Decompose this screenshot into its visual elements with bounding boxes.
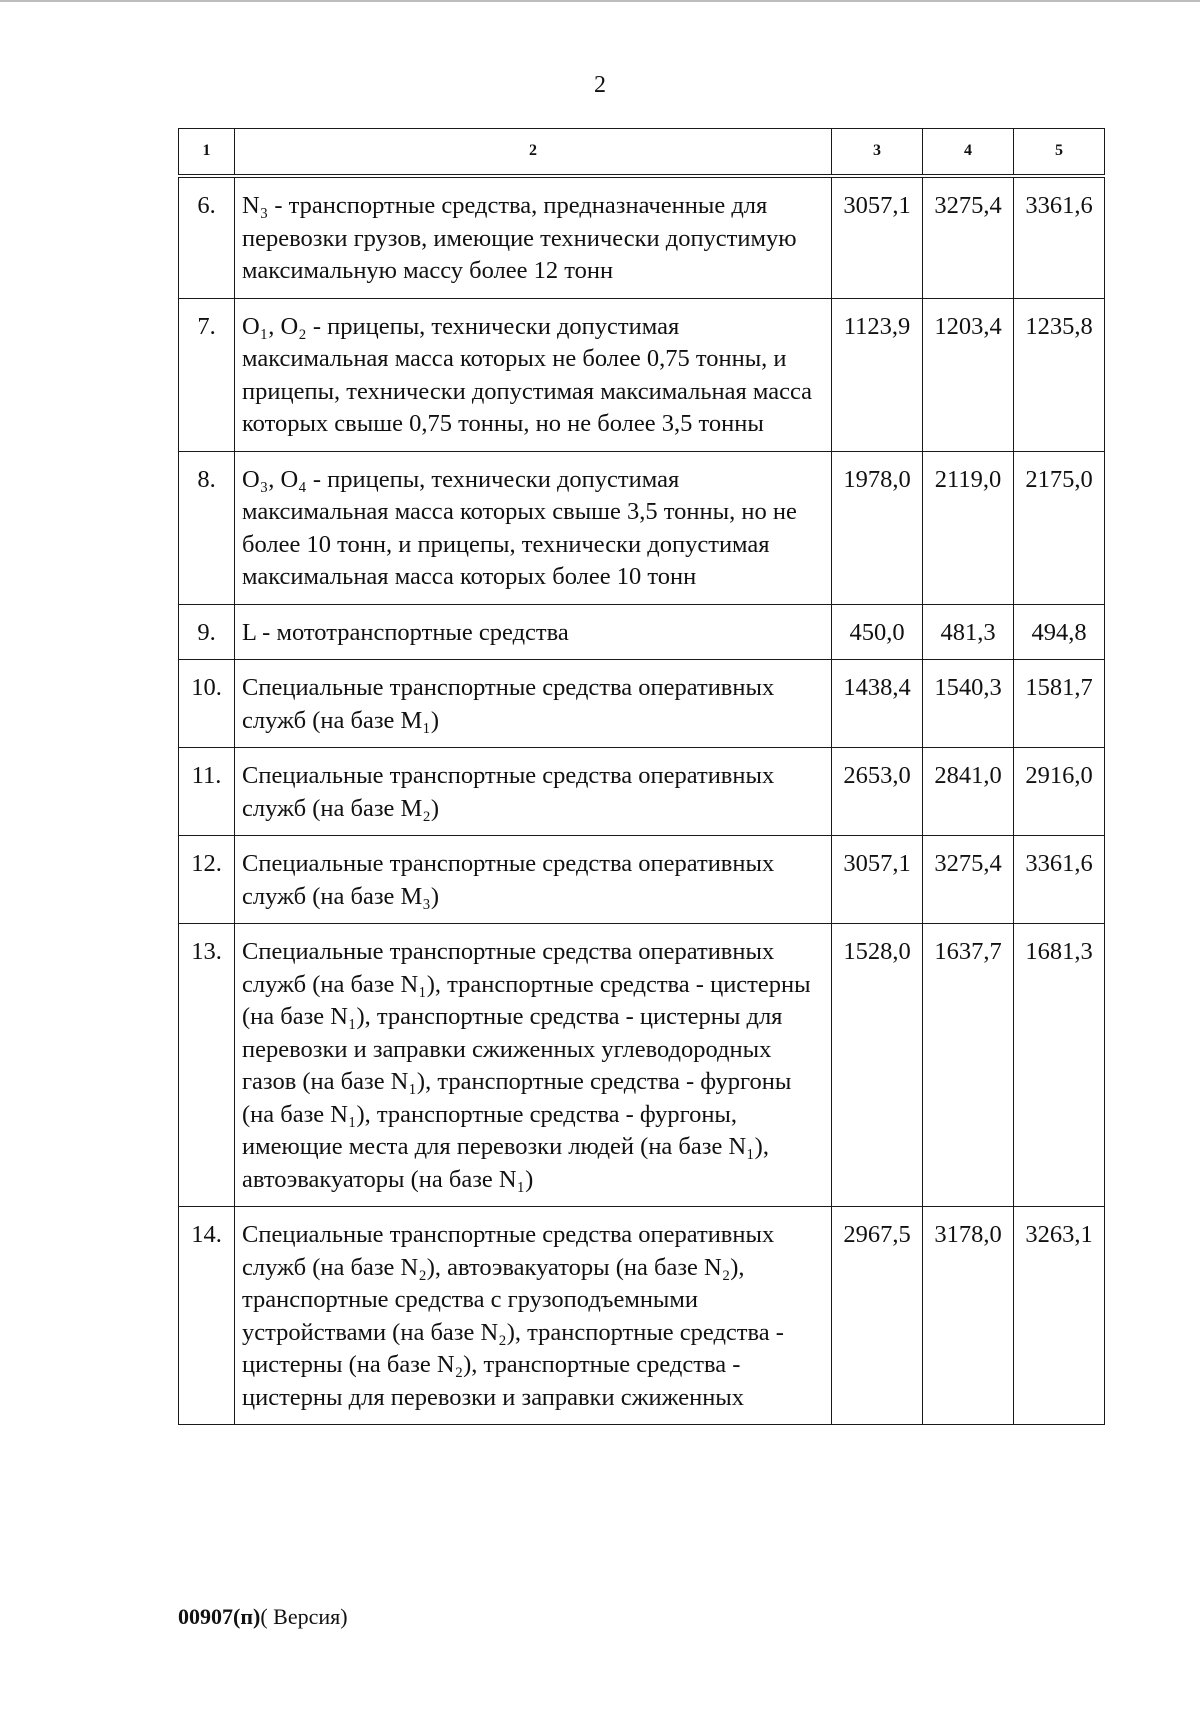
row-value-col3: 2653,0 [832, 748, 923, 836]
row-value-col4: 3275,4 [923, 176, 1014, 298]
tariff-table [178, 128, 1105, 1425]
row-description: Специальные транспортные средства оперативных служб (на базе M₃) [235, 836, 832, 924]
row-description: Специальные транспортные средства оперативных служб (на базе M₂) [235, 748, 832, 836]
row-description: Специальные транспортные средства оперативных служб (на базе M₁) [235, 660, 832, 748]
table-row [179, 604, 1105, 660]
row-value-col5: 3361,6 [1014, 176, 1105, 298]
header-col-3: 3 [832, 129, 923, 177]
row-value-col4: 3178,0 [923, 1207, 1014, 1425]
row-number: 13. [179, 924, 235, 1207]
document-code [178, 1604, 348, 1630]
row-value-col4: 2119,0 [923, 451, 1014, 604]
row-value-col5: 2175,0 [1014, 451, 1105, 604]
header-col-5: 5 [1014, 129, 1105, 177]
row-value-col3: 1528,0 [832, 924, 923, 1207]
row-value-col3: 1978,0 [832, 451, 923, 604]
row-description: Специальные транспортные средства оперативных служб (на базе N₂), автоэвакуаторы (на базе N₂), транспортные средства с грузоподъемными устройствами (на базе N₂), транспортные средства - цистерны (на базе N₂), транспортные средства - цистерны для перевозки и заправки сжиженных [235, 1207, 832, 1425]
row-value-col5: 2916,0 [1014, 748, 1105, 836]
document-version: ( Версия) [260, 1604, 348, 1629]
row-value-col3: 450,0 [832, 604, 923, 660]
table-row [179, 451, 1105, 604]
row-value-col4: 1203,4 [923, 298, 1014, 451]
row-number: 6. [179, 176, 235, 298]
row-description: N₃ - транспортные средства, предназначенные для перевозки грузов, имеющие технически допустимую максимальную массу более 12 тонн [235, 176, 832, 298]
row-number: 10. [179, 660, 235, 748]
table-row [179, 836, 1105, 924]
top-rule [0, 0, 1200, 2]
row-value-col3: 1123,9 [832, 298, 923, 451]
document-code-number: 00907(п) [178, 1604, 261, 1629]
table-row [179, 660, 1105, 748]
table-row [179, 298, 1105, 451]
row-value-col5: 3361,6 [1014, 836, 1105, 924]
row-number: 7. [179, 298, 235, 451]
table-row [179, 748, 1105, 836]
row-value-col5: 1581,7 [1014, 660, 1105, 748]
table-header-row [179, 129, 1105, 177]
page-number: 2 [594, 72, 606, 98]
row-value-col3: 1438,4 [832, 660, 923, 748]
row-value-col3: 2967,5 [832, 1207, 923, 1425]
row-value-col3: 3057,1 [832, 836, 923, 924]
row-value-col4: 3275,4 [923, 836, 1014, 924]
row-number: 8. [179, 451, 235, 604]
row-description: Специальные транспортные средства оперативных служб (на базе N₁), транспортные средства - цистерны (на базе N₁), транспортные средства - цистерны для перевозки и заправки сжиженных углеводородных газов (на базе N₁), транспортные средства - фургоны (на базе N₁), транспортные средства - фургоны, имеющие места для перевозки людей (на базе N₁), автоэвакуаторы (на базе N₁) [235, 924, 832, 1207]
header-col-2: 2 [235, 129, 832, 177]
row-description: O₃, O₄ - прицепы, технически допустимая максимальная масса которых свыше 3,5 тонны, но не более 10 тонн, и прицепы, технически допустимая максимальная масса которых более 10 тонн [235, 451, 832, 604]
header-col-1: 1 [179, 129, 235, 177]
row-value-col5: 3263,1 [1014, 1207, 1105, 1425]
row-number: 12. [179, 836, 235, 924]
row-value-col4: 1540,3 [923, 660, 1014, 748]
header-col-4: 4 [923, 129, 1014, 177]
row-value-col4: 1637,7 [923, 924, 1014, 1207]
row-value-col3: 3057,1 [832, 176, 923, 298]
row-description: L - мототранспортные средства [235, 604, 832, 660]
row-number: 14. [179, 1207, 235, 1425]
table-row [179, 1207, 1105, 1425]
row-value-col5: 1235,8 [1014, 298, 1105, 451]
row-value-col5: 494,8 [1014, 604, 1105, 660]
table-row [179, 924, 1105, 1207]
row-number: 9. [179, 604, 235, 660]
row-value-col5: 1681,3 [1014, 924, 1105, 1207]
row-value-col4: 2841,0 [923, 748, 1014, 836]
table-row [179, 176, 1105, 298]
row-description: O₁, O₂ - прицепы, технически допустимая максимальная масса которых не более 0,75 тонны, и прицепы, технически допустимая максимальная масса которых свыше 0,75 тонны, но не более 3,5 тонны [235, 298, 832, 451]
row-number: 11. [179, 748, 235, 836]
row-value-col4: 481,3 [923, 604, 1014, 660]
